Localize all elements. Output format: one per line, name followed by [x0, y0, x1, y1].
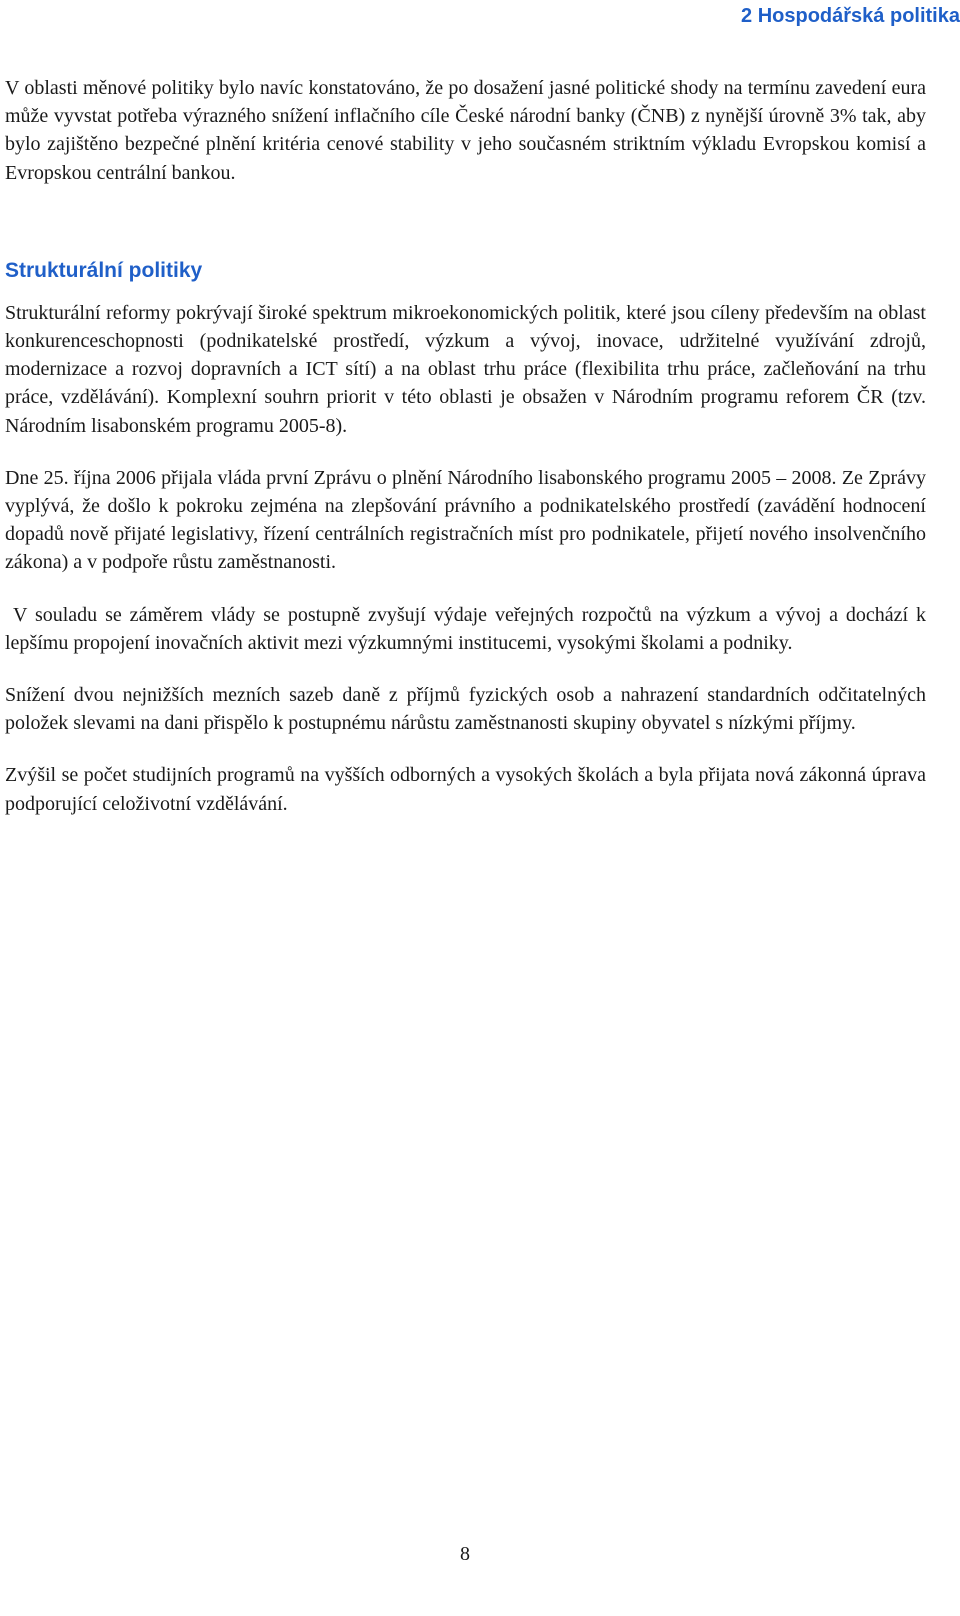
section-heading: Strukturální politiky — [5, 258, 203, 282]
page-number: 8 — [460, 1543, 470, 1565]
body-paragraph: Zvýšil se počet studijních programů na vyšších odborných a vysokých školách a byla přijata nová zákonná úprava podporující celoživotní vzdělávání. — [5, 764, 926, 815]
body-paragraph: Strukturální reformy pokrývají široké spektrum mikroekonomických politik, které jsou cíleny především na oblast konkurenceschopnosti (podnikatelské prostředí, výzkum a vývoj, inovace, udržitelné využívání zdrojů, modernizace a rozvoj dopravních a ICT sítí) a na oblast trhu práce (flexibilita trhu práce, začleňování na trhu práce, vzdělávání). Komplexní souhrn priorit v této oblasti je obsažen v Národním programu reforem ČR (tzv. Národním lisabonském programu 2005-8). — [5, 301, 926, 437]
intro-paragraph: V oblasti měnové politiky bylo navíc konstatováno, že po dosažení jasné politické shody na termínu zavedení eura může vyvstat potřeba výrazného snížení inflačního cíle České národní banky (ČNB) z nynější úrovně 3% tak, aby bylo zajištěno bezpečné plnění kritéria cenové stability v jeho současném striktním výkladu Evropskou komisí a Evropskou centrální bankou. — [5, 77, 926, 184]
chapter-header: 2 Hospodářská politika — [741, 5, 960, 27]
body-paragraph: Dne 25. října 2006 přijala vláda první Zprávu o plnění Národního lisabonského programu 2005 – 2008. Ze Zprávy vyplývá, že došlo k pokroku zejména na zlepšování právního a podnikatelského prostředí (zavádění hodnocení dopadů nově přijaté legislativy, řízení centrálních registračních míst pro podnikatele, přijetí nového insolvenčního zákona) a v podpoře růstu zaměstnanosti. — [5, 466, 926, 574]
body-paragraph: V souladu se záměrem vlády se postupně zvyšují výdaje veřejných rozpočtů na výzkum a vývoj a dochází k lepšímu propojení inovačních aktivit mezi výzkumnými institucemi, vysokými školami a podniky. — [5, 603, 932, 654]
page-body — [5, 74, 932, 818]
body-paragraph: Snížení dvou nejnižších mezních sazeb daně z příjmů fyzických osob a nahrazení standardních odčitatelných položek slevami na dani přispělo k postupnému nárůstu zaměstnanosti skupiny obyvatel s nízkými příjmy. — [5, 684, 926, 735]
